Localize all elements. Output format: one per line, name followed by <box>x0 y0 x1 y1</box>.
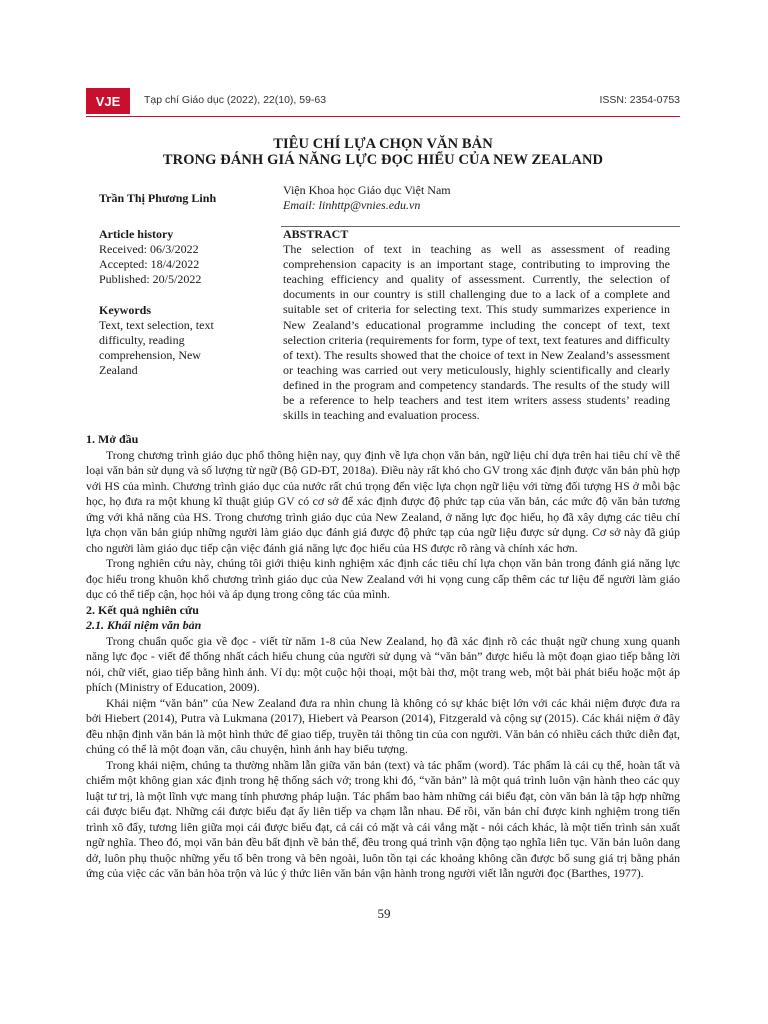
accepted-date: Accepted: 18/4/2022 <box>99 257 200 271</box>
author-affiliation: Viện Khoa học Giáo dục Việt Nam <box>283 183 451 197</box>
author-affiliation-block <box>283 183 451 213</box>
keywords-heading: Keywords <box>99 303 151 317</box>
keywords-line: difficulty, reading <box>99 333 185 347</box>
received-date: Received: 06/3/2022 <box>99 242 199 256</box>
journal-logo: VJE <box>86 88 130 114</box>
body-paragraph: Khái niệm “văn bản” của New Zealand đưa ra nhìn chung là không có sự khác biệt lớn với các khái niệm được đưa ra bởi Hiebert (2014), Putra và Lukmana (2017), Hiebert và Pearson (2014), Fitzgerald và cộng sự (2015). Các khái niệm ở đây đều nhận định văn bản là một hình thức để giao tiếp, truyền tải thông tin của con người. Văn bản có nhiều cách thức diễn đạt, chúng có thể là một đoạn văn, câu chuyện, hình ảnh hay biểu tượng. <box>86 695 680 756</box>
body-paragraph: Trong chương trình giáo dục phổ thông hiện nay, quy định về lựa chọn văn bản, ngữ liệu chỉ dựa trên hai tiêu chí về thể loại văn bản sử dụng và số lượng từ ngữ (Bộ GD-ĐT, 2018a). Điều này rất khó cho GV trong xác định được văn bản phù hợp với HS của mình. Chương trình giáo dục của nước rất chú trọng đến việc lựa chọn ngữ liệu với từng đối tượng HS ở mỗi bậc học, họ đưa ra một khung kĩ thuật giúp GV có cơ sở để xác định được độ phức tạp của văn bản, các mức độ văn bản tương ứng với khả năng của HS. Trong chương trình giáo dục của New Zealand, ở năng lực đọc hiểu, họ đã xây dựng các tiêu chí lựa chọn văn bản giúp những người làm giáo dục đánh giá được độ phức tạp của ngữ liệu được sử dụng. Cơ sở này đã giúp cho người làm giáo dục tiếp cận việc đánh giá năng lực đọc hiểu của HS được rõ ràng và chính xác hơn. <box>86 447 680 555</box>
keywords-line: Text, text selection, text <box>99 318 214 332</box>
section-heading: 2. Kết quả nghiên cứu <box>86 602 199 617</box>
author-email: Email: linhttp@vnies.edu.vn <box>283 198 421 212</box>
section-heading: 1. Mở đầu <box>86 432 139 446</box>
keywords-line: Zealand <box>99 363 138 377</box>
page-number: 59 <box>377 906 391 921</box>
journal-citation: Tạp chí Giáo dục (2022), 22(10), 59-63 <box>144 94 327 106</box>
article-body <box>86 432 680 882</box>
header-divider <box>86 116 680 117</box>
page-header <box>86 88 680 114</box>
body-paragraph: Trong nghiên cứu này, chúng tôi giới thiệu kinh nghiệm xác định các tiêu chí lựa chọn văn bản trong đánh giá năng lực đọc hiểu trong khuôn khổ chương trình giáo dục của New Zealand với hi vọng cung cấp thêm các tư liệu để người làm giáo dục có thể tiếp cận, học hỏi và áp dụng trong công tác của mình. <box>86 556 680 601</box>
subsection-heading: 2.1. Khái niệm văn bản <box>86 618 202 632</box>
abstract-block <box>283 227 670 423</box>
author-name: Trần Thị Phương Linh <box>99 191 217 205</box>
journal-issn: ISSN: 2354-0753 <box>599 94 680 106</box>
keywords-line: comprehension, New <box>99 348 201 362</box>
title-line-2: TRONG ĐÁNH GIÁ NĂNG LỰC ĐỌC HIỂU CỦA NEW ZEALAND <box>162 152 604 168</box>
article-title <box>86 136 680 168</box>
body-paragraph: Trong chuẩn quốc gia về đọc - viết từ năm 1-8 của New Zealand, họ đã xác định rõ các thuật ngữ chung xung quanh năng lực đọc - viết để thống nhất cách hiểu chung của người sử dụng và “văn bản” được hiểu là một đoạn giao tiếp bằng lời nói, chữ viết, giao tiếp bằng hình ảnh. Ví dụ: một cuộc hội thoại, một bài thơ, một trang web, một bài phát biểu hoặc một áp phích (Ministry of Education, 2009). <box>86 633 680 694</box>
abstract-heading: ABSTRACT <box>283 227 349 241</box>
article-sidebar <box>99 227 259 378</box>
body-paragraph: Trong khái niệm, chúng ta thường nhầm lẫn giữa văn bản (text) và tác phẩm (word). Tác phẩm là cái cụ thể, hoàn tất và chiếm một không gian xác định trong hệ thống sách vở; trong khi đó, “văn bản” là một quá trình luôn vận hành theo các quy luật tư trị, là một lĩnh vực mang tính phương pháp luận. Tác phẩm bao hàm những cái biểu đạt, còn văn bản là tập hợp những cái được biểu đạt. Những cái được biểu đạt ấy liên tiếp va chạm lẫn nhau. Để rồi, văn bản chỉ được kinh nghiệm trong tiến trình xô đẩy, tương liên giữa mọi cái được biểu đạt, cả cái có mặt và cái vắng mặt - nói cách khác, là một tiến trình sản xuất ngữ nghĩa. Theo đó, mọi văn bản đều bất định về bản thể, đều trong quá trình vận động tạo nghĩa liên tục. Văn bản luôn dang dở, luôn phụ thuộc những yếu tố bên trong và bên ngoài, luôn tồn tại các khoảng không cần được bổ sung giá trị bằng phản ứng của việc các văn bản hòa trộn và lúc ý thức liên văn bản vận hành trong người viết lẫn người đọc (Barthes, 1977). <box>86 757 680 880</box>
title-line-1: TIÊU CHÍ LỰA CHỌN VĂN BẢN <box>273 136 493 152</box>
abstract-text: The selection of text in teaching as well as assessment of reading comprehension capacity is an important stage, contributing to improving the teaching efficiency and quality of assessment. Currently, the selection of documents in our country is still challenging due to a lack of a complete and suitable set of criteria for selecting text. This study summarizes experience in New Zealand’s educational programme including the concept of text, text selection criteria (requirements for form, type of text, text features and difficulty of text). The results showed that the choice of text in New Zealand’s assessment or teaching was carried out very meticulously, highly scientifically and clearly defined in the program and competency standards. The results of the study will be a reference to help teachers and test item writers assess students’ reading skills in teaching and evaluation process. <box>283 242 670 423</box>
article-history-heading: Article history <box>99 227 174 241</box>
published-date: Published: 20/5/2022 <box>99 272 202 286</box>
